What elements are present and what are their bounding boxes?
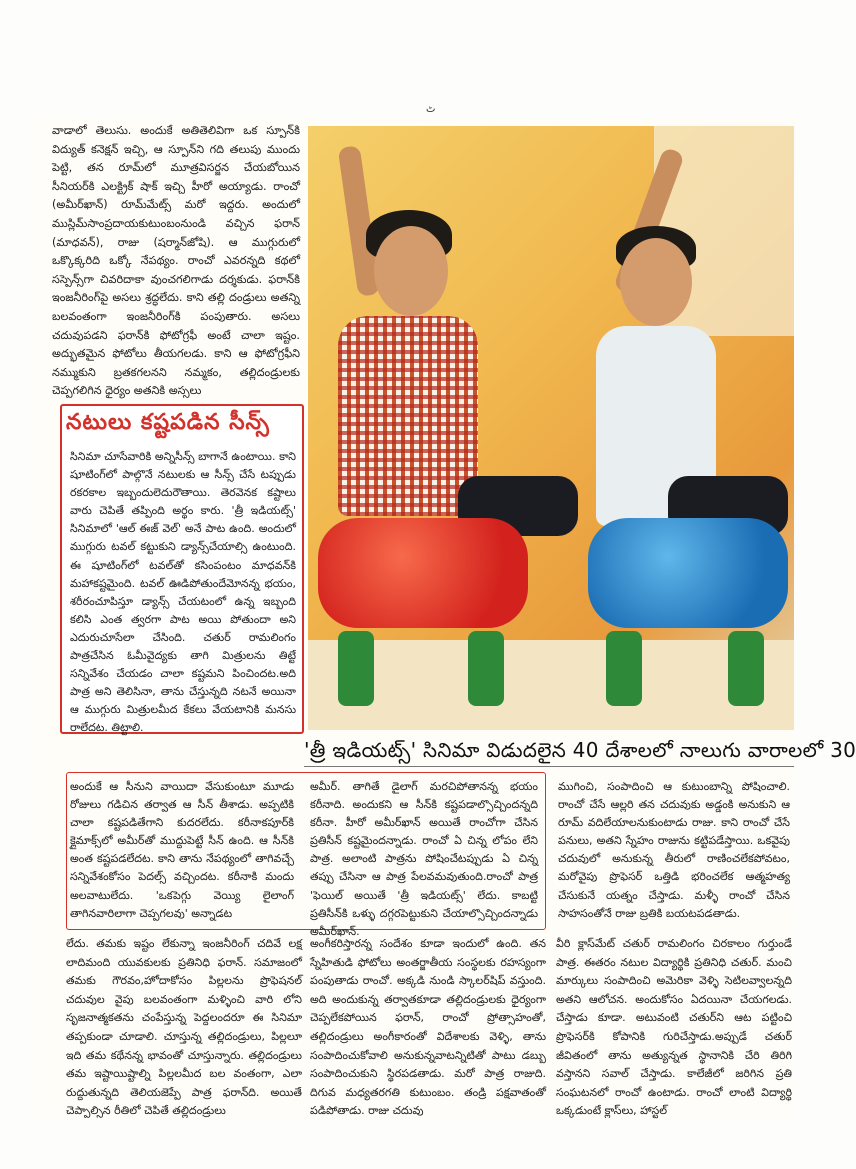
continuation-paragraph: అమీర్. తాగితే డైలాగ్ మరచిపోతానన్న భయం కరీనాది. అందుకని ఆ సీన్‌కి కష్టపడాల్సొచ్చిందన్నది కరీనా. హీరో అమీర్‌ఖాన్ అయితే రాంచోగా చేసిన ప్రతిసీన్ కష్టమైందన్నాడు. రాంచో ఏ చిన్న లోపం లేని పాత్ర. అలాంటి పాత్రను పోషించేటప్పుడు ఏ చిన్న తప్పు చేసినా ఆ పాత్ర పేలవమవుతుంది.రాంచో పాత్ర 'ఫెయిల్ అయితే 'త్రీ ఇడియట్స్' లేదు. కాబట్టి ప్రతిసీన్‌కి ఒళ్ళు దగ్గరపెట్టుకుని చేయాల్సొచ్చిందన్నాడు అమీర్‌ఖాన్.	[310, 780, 538, 938]
article-paragraph: అంగీకరిస్తారన్న సందేశం కూడా ఇందులో ఉంది. తన స్నేహితుడి ఫోటోలు అంతర్జాతీయ సంస్థలకు రహస్యంగా పంపుతాడు రాంచో. అక్కడి నుండి స్కాలర్‌షిప్ వస్తుంది. అది అందుకున్న తర్వాతకూడా తల్లిదండ్రులకు ధైర్యంగా చెప్పలేకపోయిన ఫరాన్, రాంచో ప్రోత్సాహంతో, తల్లిదండ్రులు అంగీకారంతో విదేశాలకు వెళ్ళి, తాను సంపాదించుకోవాలి అనుకున్నవాటన్నిటితో పాటు డబ్బు సంపాదించుకుని స్థిరపడతాడు. మరో పాత్ర రాజుది. దిగువ మధ్యతరగతి కుటుంబం. తండ్రి పక్షవాతంతో పడిపోతాడు. రాజు చదువు	[310, 937, 546, 1118]
green-leg	[338, 631, 374, 706]
article-paragraph: ముగించి, సంపాదించి ఆ కుటుంబాన్ని పోషించాలి. రాంచో చేసే ఆల్లరి తన చదువుకు అడ్డంకి అనుకుని ఆ రూమ్ వదిలేయాలనుకుంటాడు రాజు. కాని రాంచో చేసే పనులు, అతని స్నేహం రాజును కట్టిపడేస్తాయి. ఒకవైపు చదువులో అనుకున్న తీరులో రాణించలేకపోవటం, మరోవైపు ప్రొఫెసర్ ఒత్తిడి భరించలేక ఆత్మహత్య చేసుకునే యత్నం చేస్తాడు. మళ్ళీ రాంచో చేసిన సాహసంతోనే రాజు బ్రతికి బయటపడతాడు.	[558, 780, 790, 920]
blue-seat	[588, 518, 788, 628]
article-text-bottom-1	[66, 935, 302, 1121]
green-leg	[728, 631, 764, 706]
green-leg	[468, 631, 504, 706]
sidebar-paragraph: సినిమా చూసేవారికి అన్నిసీన్స్ బాగానే ఉంటాయి. కాని షూటింగ్‌లో పాల్గొనే నటులకు ఆ సీన్స్ చేసే టప్పుడు రకరకాల ఇబ్బందులెదురౌతాయి. తెరవెనక కష్టాలు వారు చెపితే తప్పింది అర్థం కారు. 'త్రీ ఇడియట్స్' సినిమాలో 'ఆల్ ఈజ్ వెల్' అనే పాట ఉంది. అందులో ముగ్గురు టవల్ కట్టుకుని డ్యాన్స్‌చేయాల్సి ఉంటుంది. ఈ షూటింగ్‌లో టవల్‌తో కసింపంటం మాధవన్‌కి మహాకష్టమైంది. టవల్ ఊడిపోతుందేమోనన్న భయం, శరీరంచూపిస్తూ డ్యాన్స్ చేయటంలో ఉన్న ఇబ్బంది కలిసి ఎంత త్వరగా పాట అయి పోతుందా అని ఎదురుచూసేలా చేసింది. చతుర్ రామలింగం పాత్రచేసిన ఓమీవైద్యకు తాగి మిత్రులను తిట్టే సన్నివేశం చేయడం చాలా కష్టమని పించిందట.అది పాత్ర అని తెలిసినా, తాను చేస్తున్నది నటనే అయినా ఆ ముగ్గురు మిత్రులమీద కేకలు వేయటానికి మనసు రాలేదట. తిట్టాలి.	[70, 450, 296, 735]
article-text-bottom-2	[310, 935, 546, 1121]
banner-rule	[304, 766, 794, 767]
article-text-top-left	[52, 122, 300, 400]
article-paragraph: లేదు. తమకు ఇష్టం లేకున్నా ఇంజనీరింగ్ చదివే లక్ష లాదిమంది యువకులకు ప్రతినిధి ఫరాన్. సమాజంలో తమకు గౌరవం,హోదాకోసం పిల్లలను ప్రొఫెషనల్ చదువుల వైపు బలవంతంగా మళ్ళించి వారి లోని సృజనాత్మకతను చంపేస్తున్న పెద్దలందరూ ఈ సినిమా తప్పకుండా చూడాలి. చూస్తున్న తల్లిదండ్రులు, పిల్లలూ ఇది తమ కథేనన్న భావంతో చూస్తున్నారు. తల్లిదండ్రులు తమ ఇష్టాయిష్టాల్ని పిల్లలమీద బల వంతంగా, ఎలా రుద్దుతున్నది తెలియజెప్పే పాత్ర ఫరాన్‌ది. అయితే చెప్పాల్సిన రీతిలో చెపితే తల్లిదండ్రులు	[66, 937, 302, 1118]
continuation-col-1	[70, 778, 294, 928]
movie-still-photo	[308, 126, 794, 730]
crop-mark: ٹ	[426, 104, 436, 115]
continuation-paragraph: అందుకే ఆ సీనుని వాయిదా వేసుకుంటూ మూడు రోజులు గడిచిన తర్వాత ఆ సీన్ తీశాడు. అప్పటికి చాలా కష్టపడితేగాని కుదరలేదు. కరీనాకపూర్‌కి క్లైమాక్స్‌లో అమీర్‌తో ముద్దుపెట్టే సీన్ ఉంది. ఆ సీన్‌కి అంత కష్టపడలేదట. కాని తాను నేపథ్యంలో తాగివచ్చే సన్నివేశంకోసం పెదల్స్ వచ్చిందట. కరీనాకి మందు అలవాటులేదు. 'ఒకపెగ్గు వెయ్యి లైలాంగ్ తాగినవారిలాగా చెప్పగలవు' అన్నాడట	[70, 780, 294, 920]
floor	[308, 640, 794, 730]
sidebar-text	[70, 448, 296, 735]
article-paragraph: వీరి క్లాస్‌మేట్ చతుర్ రామలింగం చిరకాలం గుర్తుండే పాత్ర. ఈతరం నటుల విద్యార్థికి ప్రతినిధి చతుర్. మంచి మార్కులు సంపాదించి అమెరికా వెళ్ళి సెటిలవ్వాలన్నది అతని ఆలోచన. అందుకోసం ఏదయినా చేయగలడు. చేస్తాడు కూడా. అటువంటి చతుర్‌ని ఆట పట్టించి ప్రొఫెసర్‌కి కోపానికి గురిచేస్తాడు.అప్పుడే చతుర్ జీవితంలో తాను అత్యున్నత స్థానానికి చేరి తిరిగి వస్తానని సవాల్ చేస్తాడు. కాలేజీలో జరిగిన ప్రతి సంఘటనలో రాంచో ఉంటాడు. రాంచో లాంటి విద్యార్థి ఒక్కడుంటే క్లాస్‌లు, హాస్టల్	[556, 937, 792, 1118]
article-text-right-upper	[558, 778, 790, 930]
face	[620, 238, 692, 326]
sidebar-title: నటులు కష్టపడిన సీన్స్	[66, 410, 270, 435]
continuation-col-2	[310, 778, 538, 938]
face	[374, 226, 448, 316]
red-seat	[318, 518, 528, 628]
checked-shirt	[338, 316, 478, 516]
green-leg	[606, 631, 642, 706]
article-paragraph: వాడాలో తెలుసు. అందుకే అతితెలివిగా ఒక స్పూన్‌కి విద్యుత్ కనెక్షన్ ఇచ్చి, ఆ స్పూన్‌ని గది తలుపు ముందు పెట్టి, తన రూమ్‌లో మూత్రవిసర్జన చేయబోయిన సీనియర్‌కి ఎలక్ట్రిక్ షాక్ ఇచ్చి హీరో అయ్యాడు. రాంచో (అమీర్‌ఖాన్) రూమ్‌మేట్స్ మరో ఇద్దరు. అందులో ముస్లిమ్‌సాంప్రదాయకుటుంబంనుండి వచ్చిన ఫరాన్ (మాధవన్), రాజు (షర్మాన్‌జోషి). ఆ ముగ్గురులో ఒక్కొక్కరిది ఒక్కో నేపథ్యం. రాంచో ఎవరన్నది కథలో సస్పెన్స్‌గా చివరిదాకా వుంచగలిగాడు దర్శకుడు. ఫరాన్‌కి ఇంజనీరింగ్‌పై అసలు శ్రద్ధలేదు. కాని తల్లి దండ్రులు అతన్ని బలవంతంగా ఇంజనీరింగ్‌కి పంపుతారు. అసలు చదువుపడని ఫరాన్‌కి ఫోటోగ్రఫీ అంటే చాలా ఇష్టం. అద్భుతమైన ఫోటోలు తీయగలడు. కాని ఆ ఫోటోగ్రఫీని నమ్ముకుని బ్రతకగలనని నమ్మకం, తల్లిదండ్రులకు చెప్పగలిగిన ధైర్యం అతనికి అస్సలు	[52, 124, 300, 398]
article-text-bottom-3	[556, 935, 792, 1121]
headline-banner: 'త్రీ ఇడియట్స్' సినిమా విడుదలైన 40 దేశాలలో నాలుగు వారాలలో 30	[304, 738, 856, 762]
